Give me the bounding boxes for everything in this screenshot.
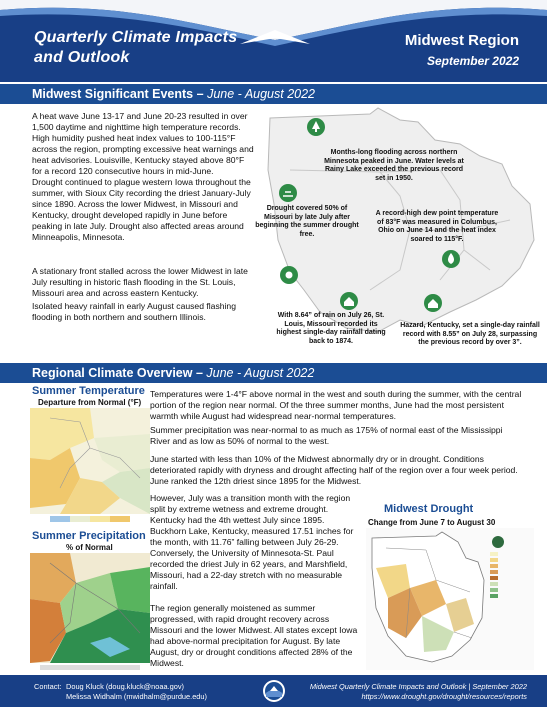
section-significant-events: Midwest Significant Events – June - August 2022 [0, 84, 547, 104]
callout-minnesota-flooding: Months-long flooding across northern Minnesota peaked in June. Water levels at Rainy Lake exceeded the previous record set in 1950. [324, 149, 464, 182]
callout-hazard-rain: Hazard, Kentucky, set a single-day rainfall record with 8.55” on July 28, surpassing the previous record by over 3”. [400, 322, 540, 347]
temperature-map-subtitle: Departure from Normal (°F) [38, 398, 142, 407]
precipitation-percent-map [30, 553, 150, 671]
overview-paragraph-5: The region generally moistened as summer progressed, with rapid drought recovery across Missouri and the lower Midwest. All states except Iowa had above-normal precipitation for August. By late August, dry or drought conditions affected 28% of the Midwest. [150, 603, 358, 668]
precipitation-map-title: Summer Precipitation [32, 530, 146, 542]
events-paragraph-2: Drought continued to plague western Iowa throughout the summer, with Sioux City recording the driest January-July since 1890. Across the lower Midwest, in Missouri and Kentucky, drought developed rapidly in June before peaking in late July. Drought also affected areas around Minneapolis, Minnesota. [32, 177, 251, 242]
footer-report-link[interactable]: https://www.drought.gov/drought/resources/reports [361, 692, 527, 701]
drought-change-map [366, 528, 534, 670]
overview-paragraph-1: Temperatures were 1-4°F above normal in the west and south during the summer, with the central portion of the region near normal. Of the three summer months, June had the most persistent warmth while August had widespread near-normal temperatures. [150, 389, 522, 421]
temperature-map-title: Summer Temperature [32, 385, 145, 397]
callout-st-louis-rain: With 8.64” of rain on July 26, St. Louis, Missouri recorded its highest single-day rainfall dating back to 1874. [276, 312, 386, 345]
drought-icon [279, 184, 297, 202]
drought-map-title: Midwest Drought [384, 503, 474, 515]
overview-paragraph-2: Summer precipitation was near-normal to as much as 175% of normal east of the Mississippi River and as low as 50% of normal to the west. [150, 425, 503, 446]
callout-columbus-dewpoint: A record-high dew point temperature of 83°F was measured in Columbus, Ohio on June 14 and the heat index soared to 115°F. [375, 210, 499, 243]
events-paragraph-3: A stationary front stalled across the lower Midwest in late July resulting in historic flash flooding in the St. Louis, Missouri area and across eastern Kentucky. [32, 266, 248, 298]
contact-melissa-widhalm[interactable]: Melissa Widhalm (mwidhalm@purdue.edu) [66, 692, 207, 701]
rain-record-icon [424, 294, 442, 312]
report-date: September 2022 [426, 54, 519, 68]
contact-label: Contact: [34, 682, 62, 691]
heat-index-icon [442, 250, 460, 268]
drought-map-subtitle: Change from June 7 to August 30 [368, 518, 496, 527]
contact-doug-kluck[interactable]: Doug Kluck (doug.kluck@noaa.gov) [66, 682, 185, 691]
temperature-departure-map [30, 408, 150, 524]
page-footer [0, 675, 547, 707]
section-climate-overview: Regional Climate Overview – June - August 2022 [0, 363, 547, 383]
overview-paragraph-4: However, July was a transition month with the region split by extreme wetness and extreme drought. Kentucky had the 4th wettest July since 1895. Buckhorn Lake, Kentucky, measured 17.51 inches for the month, with 11.76” falling between July 26-29. Conversely, the University of Minnesota-St. Paul recorded the driest July in 62 years, and Marshfield, Missouri, had a 22-day stretch with no measurable rainfall. [150, 493, 354, 591]
report-title: Quarterly Climate Impacts and Outlook [34, 29, 238, 66]
page-header [0, 0, 547, 82]
rain-house-icon [340, 292, 358, 310]
events-paragraph-4: Isolated heavy rainfall in early August caused flashing flooding in both northern and southern Illinois. [32, 301, 236, 322]
overview-paragraph-3: June started with less than 10% of the Midwest abnormally dry or in drought. Conditions deteriorated rapidly with dryness and drought affecting half of the region over a four week period. June ranked the 12th driest since 1895 for the Midwest. [150, 454, 518, 486]
region-name: Midwest Region [404, 32, 519, 49]
sun-icon [280, 266, 298, 284]
events-paragraph-1: A heat wave June 13-17 and June 20-23 resulted in over 1,500 daytime and nighttime high temperature records. High humidity pushed heat index values to 100-115°F across the region, prompting excessive heat warnings and heat advisories. Louisville, Kentucky stayed above 80°F for a record 120 consecutive hours in mid-June. [32, 111, 254, 176]
footer-report-name: Midwest Quarterly Climate Impacts and Outlook | September 2022 [309, 682, 527, 691]
forest-flood-icon [307, 118, 325, 136]
significant-events-map [250, 100, 547, 347]
noaa-logo-icon [262, 679, 286, 703]
precipitation-map-subtitle: % of Normal [66, 543, 113, 552]
usdm-logo-icon [492, 536, 504, 548]
callout-missouri-drought: Drought covered 50% of Missouri by late July after beginning the summer drought free. [255, 205, 359, 238]
